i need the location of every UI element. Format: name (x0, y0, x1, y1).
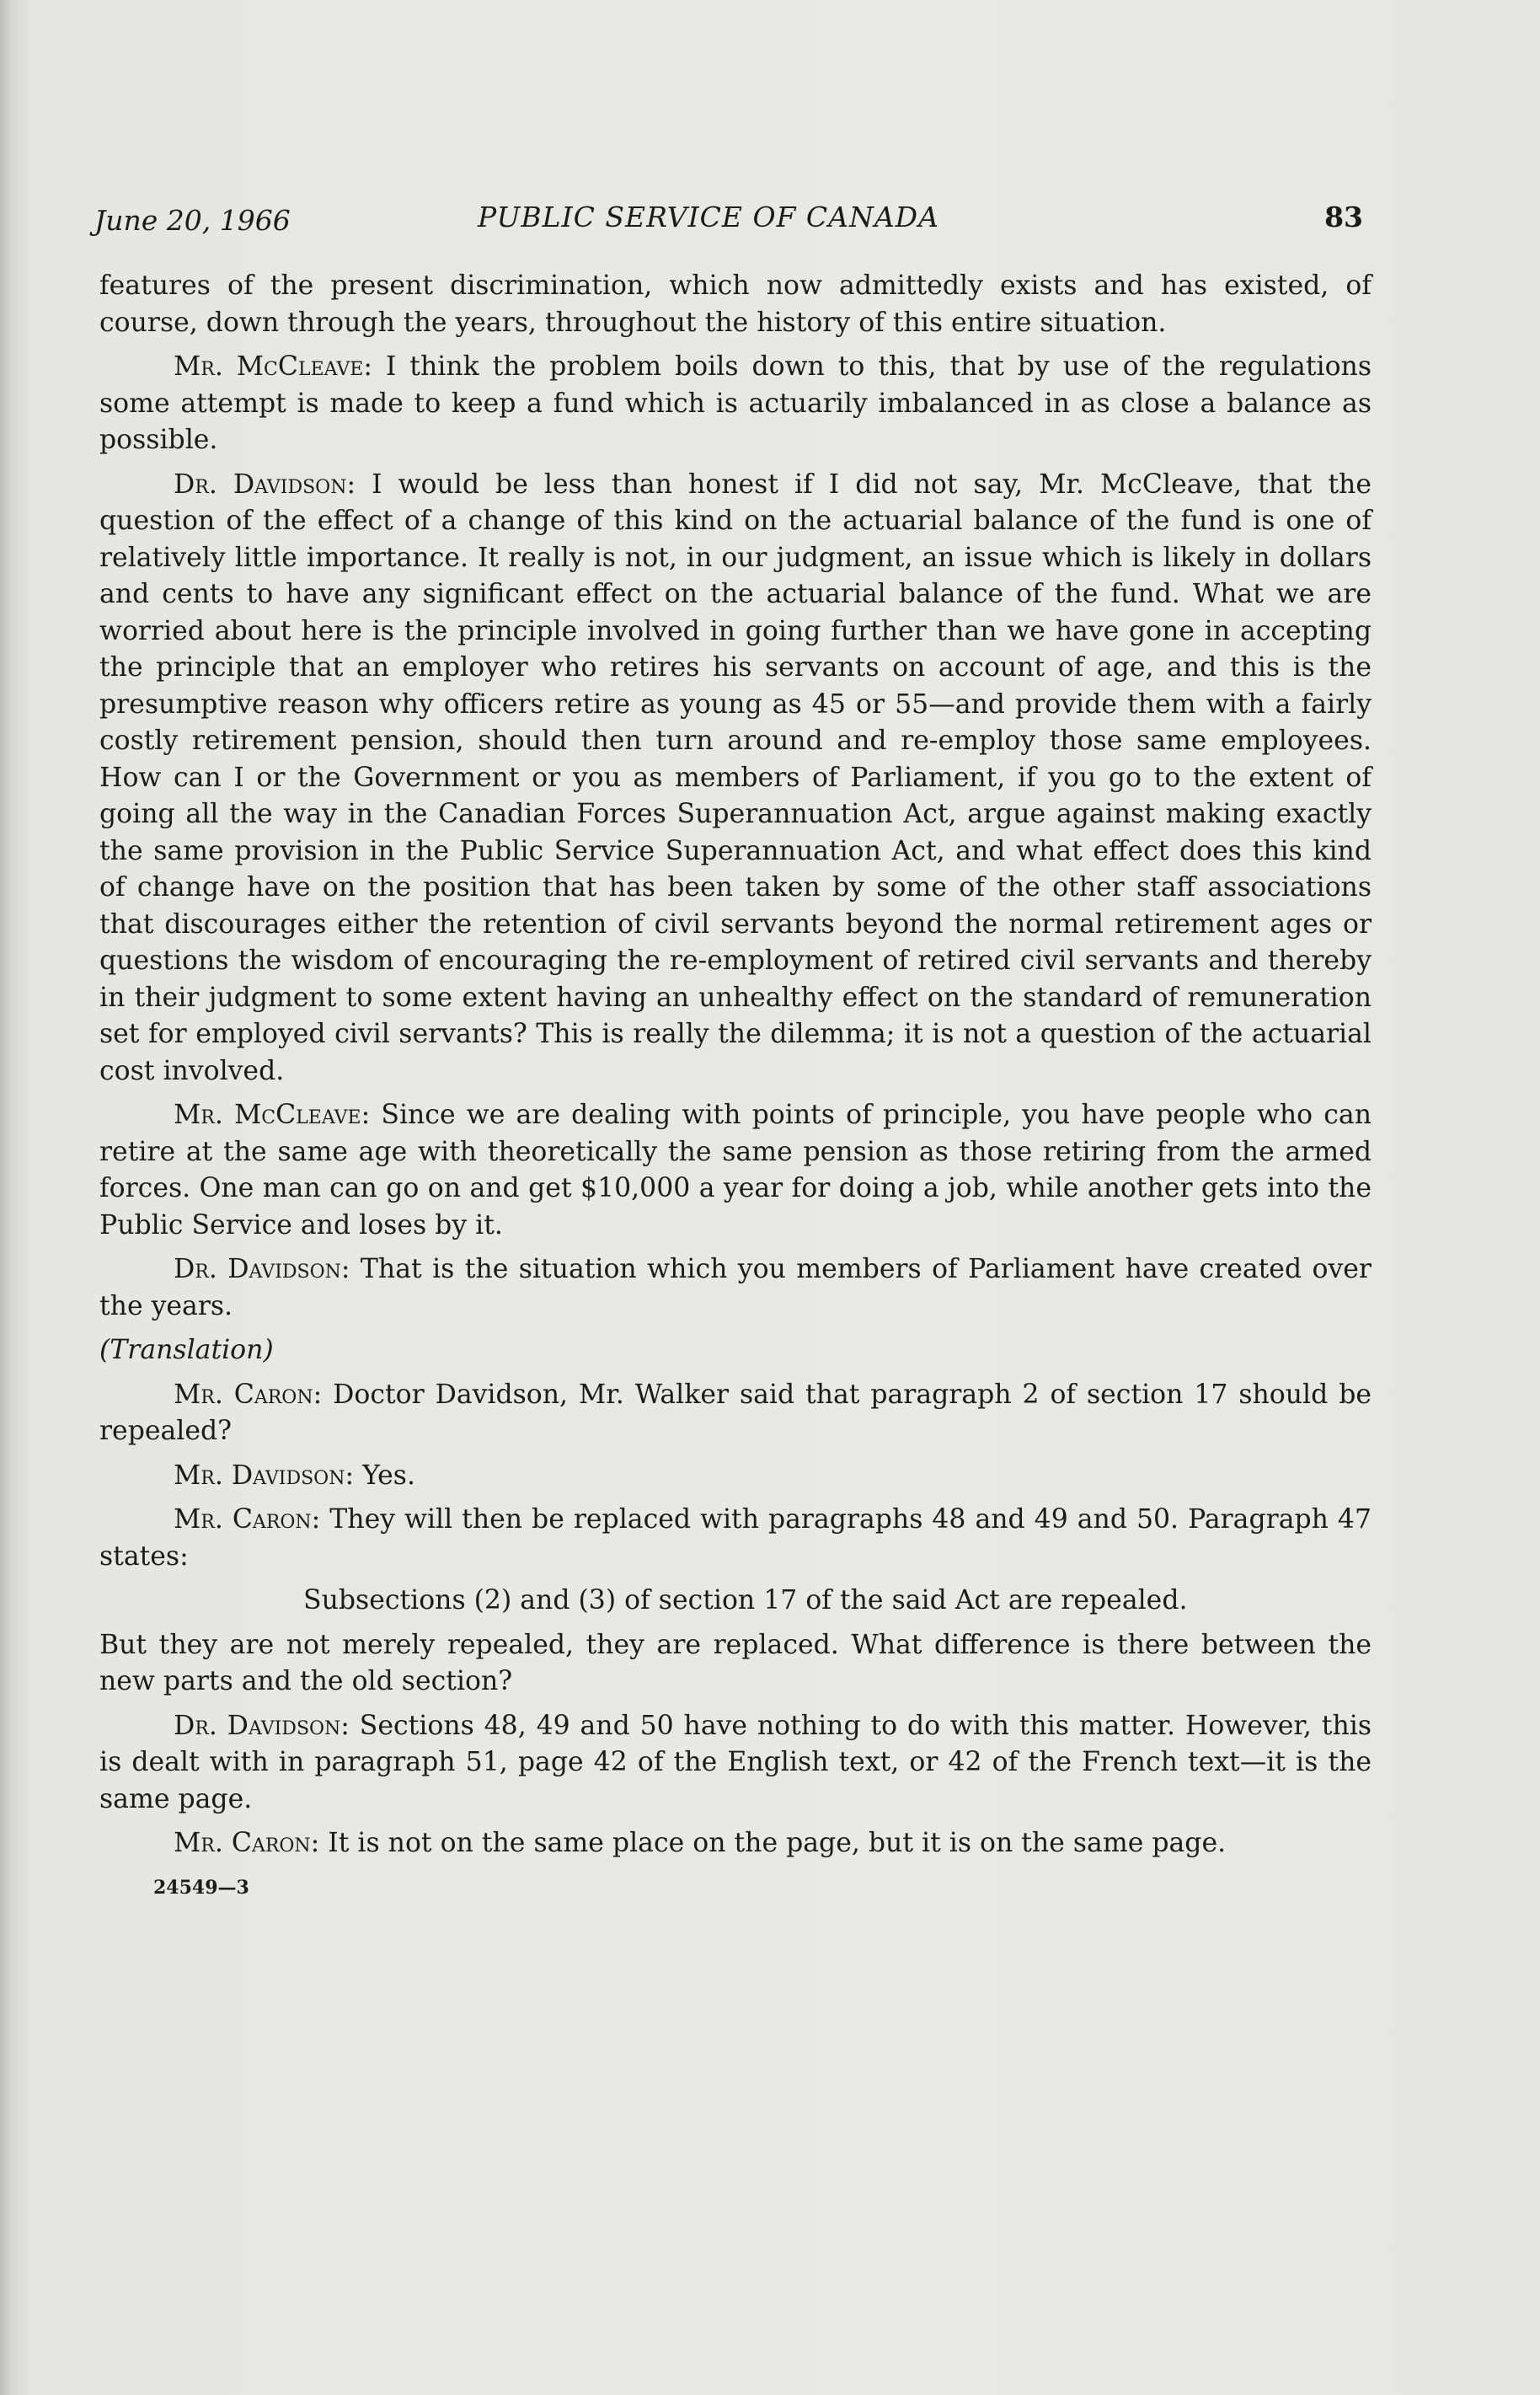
speaker-name: Mr. Caron: (174, 1379, 323, 1410)
printer-code: 24549—3 (153, 1876, 249, 1899)
paragraph: Mr. Davidson: Yes. (174, 1460, 415, 1491)
speaker-name: Mr. McCleave: (174, 1100, 371, 1130)
speaker-name: Dr. Davidson: (174, 1710, 350, 1741)
speaker-name: Mr. McCleave: (174, 351, 372, 382)
body-text (99, 268, 1372, 1906)
page-number: 83 (1324, 201, 1363, 233)
speaker-name: Dr. Davidson: (174, 469, 356, 500)
paragraph: Dr. Davidson: I would be less than honest if I did not say, Mr. McCleave, that the question of the effect of a change of this kind on the actuarial balance of the fund is one of relatively little importance. It really is not, in our judgment, an issue which is likely in dollars and cents to have any significant effect on the actuarial balance of the fund. What we are worried about here is the principle involved in going further than we have gone in accepting the principle that an employer who retires his servants on account of age, and this is the presumptive reason why officers retire as young as 45 or 55—and provide them with a fairly costly retirement pension, should then turn around and re-employ those same employees. How can I or the Government or you as members of Parliament, if you go to the extent of going all the way in the Canadian Forces Superannuation Act, argue against making exactly the same provision in the Public Service Superannuation Act, and what effect does this kind of change have on the position that has been taken by some of the other staff associations that discourages either the retention of civil servants beyond the normal retirement ages or questions the wisdom of encouraging the re-employment of retired civil servants and thereby in their judgment to some extent having an unhealthy effect on the standard of remuneration set for employed civil servants? This is really the dilemma; it is not a question of the actuarial cost involved. (99, 469, 1372, 1086)
speaker-name: Mr. Davidson: (174, 1460, 355, 1491)
paragraph: Mr. Caron: It is not on the same place on the page, but it is on the same page. (174, 1828, 1227, 1858)
translation-label: (Translation) (99, 1335, 274, 1365)
paragraph: Mr. Caron: They will then be replaced with paragraphs 48 and 49 and 50. Paragraph 47 states: (99, 1504, 1372, 1572)
paragraph: Dr. Davidson: Sections 48, 49 and 50 have nothing to do with this matter. However, this is dealt with in paragraph 51, page 42 of the English text, or 42 of the French text—it is the same page. (99, 1710, 1372, 1814)
paragraph: Mr. McCleave: I think the problem boils down to this, that by use of the regulations some attempt is made to keep a fund which is actuarily imbalanced in as close a balance as possible. (99, 351, 1372, 455)
paragraph: Dr. Davidson: That is the situation which you members of Parliament have created over the years. (99, 1254, 1372, 1321)
speaker-name: Dr. Davidson: (174, 1254, 350, 1284)
paragraph: Mr. McCleave: Since we are dealing with points of principle, you have people who can retire at the same age with theoretically the same pension as those retiring from the armed forces. One man can go on and get $10,000 a year for doing a job, while another gets into the Public Service and loses by it. (99, 1100, 1372, 1240)
speaker-name: Mr. Caron: (174, 1504, 321, 1535)
paragraph: But they are not merely repealed, they are replaced. What difference is there between the new parts and the old section? (99, 1629, 1372, 1696)
paragraph: Mr. Caron: Doctor Davidson, Mr. Walker said that paragraph 2 of section 17 should be repealed? (99, 1379, 1372, 1446)
paragraph: features of the present discrimination, which now admittedly exists and has existed, of course, down through the years, throughout the history of this entire situation. (99, 271, 1372, 338)
header-date: June 20, 1966 (94, 204, 291, 237)
speaker-name: Mr. Caron: (174, 1828, 320, 1858)
running-header (94, 196, 1363, 246)
header-title: PUBLIC SERVICE OF CANADA (478, 201, 939, 233)
quoted-provision: Subsections (2) and (3) of section 17 of the said Act are repealed. (303, 1585, 1188, 1615)
